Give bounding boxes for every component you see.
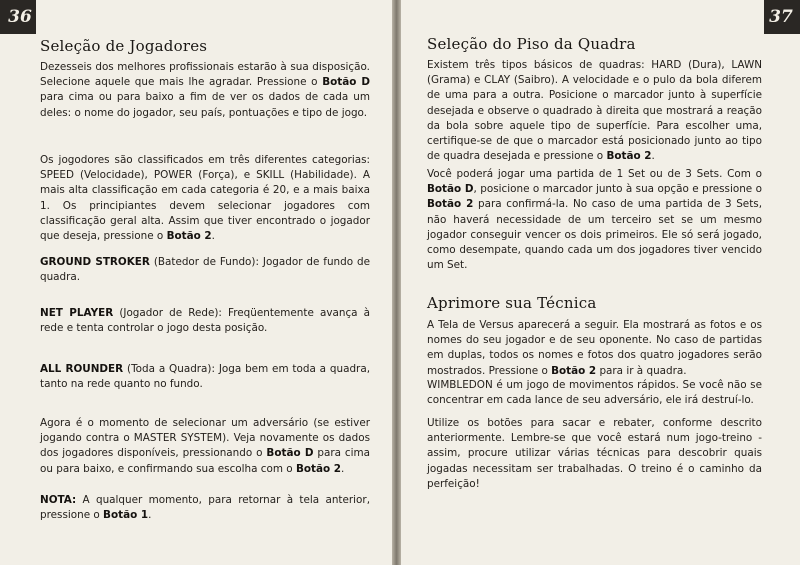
paragraph-opponent-selection: Agora é o momento de selecionar um adversário (se estiver jogando contra o MASTER SYSTEM). Veja novamente os dados dos jogadores disponíveis, pressionando o Botão D para cima ou para baixo, e confirmando sua escolha com o Botão 2. [40,417,371,475]
section-title-technique: Aprimore sua Técnica [427,294,597,312]
paragraph-ground-stroker: GROUND STROKER (Batedor de Fundo): Jogador de fundo de quadra. [40,256,370,284]
paragraph-sets: Você poderá jogar uma partida de 1 Set ou de 3 Sets. Com o Botão D, posicione o marcador junto à sua opção e pressione o Botão 2 para confirmá-la. No caso de uma partida de 3 Sets, não haverá necessidade de um terceiro set se um mesmo jogador conseguir vencer os dois primeiros. Ele só será jogado, como desempate, quando cada um dos jogadores tiver vencido um Set. [427,168,762,272]
paragraph-note: NOTA: A qualquer momento, para retornar à tela anterior, pressione o Botão 1. [40,494,370,522]
paragraph-versus-screen: A Tela de Versus aparecerá a seguir. Ela mostrará as fotos e os nomes do seu jogador e de seu oponente. No caso de partidas em duplas, todos os nomes e fotos dos quatro jogadores serão mostrados. Pressione o Botão 2 para ir à quadra. [427,319,762,377]
paragraph-court-surface: Existem três tipos básicos de quadras: HARD (Dura), LAWN (Grama) e CLAY (Saibro). A velocidade e o pulo da bola diferem de uma para a outra. Posicione o marcador junto à superfície desejada e observe o quadrado à direita que mostrará a reação da bola sobre aquele tipo de superfície. Para escolher uma, certifique-se de que o marcador está posicionado junto ao tipo de quadra desejada e pressione o Botão 2. [427,59,762,163]
right-page [401,0,800,565]
paragraph-all-rounder: ALL ROUNDER (Toda a Quadra): Joga bem em toda a quadra, tanto na rede quanto no fundo. [40,363,371,391]
paragraph-net-player: NET PLAYER (Jogador de Rede): Freqüentemente avança à rede e tenta controlar o jogo desta posição. [40,307,371,335]
paragraph-wimbledon: WIMBLEDON é um jogo de movimentos rápidos. Se você não se concentrar em cada lance de seu adversário, ele irá destruí-lo. [427,379,762,407]
left-page [0,0,392,565]
page-number-tab: 37 [764,0,800,34]
page-number-tab: 36 [0,0,36,34]
section-title-player-selection: Seleção de Jogadores [40,37,208,55]
paragraph-player-intro: Dezesseis dos melhores profissionais estarão à sua disposição. Selecione aquele que mais lhe agradar. Pressione o Botão D para cima ou para baixo a fim de ver os dados de cada um deles: o nome do jogador, seu país, pontuações e tipo de jogo. [40,61,370,119]
paragraph-player-categories: Os jogodores são classificados em três diferentes categorias: SPEED (Velocidade), POWER (Força), e SKILL (Habilidade). A mais alta classificação em cada categoria é 20, e a mais baixa 1. Os principiantes devem selecionar jogadores com classificação geral alta. Assim que tiver encontrado o jogador que deseja, pressione o Botão 2. [40,154,370,243]
paragraph-practice: Utilize os botões para sacar e rebater, conforme descrito anteriormente. Lembre-se que você estará num jogo-treino - assim, procure utilizar várias técnicas para descobrir quais jogadas necessitam ser trabalhadas. O treino é o caminho da perfeição! [427,417,762,490]
book-gutter [392,0,401,565]
section-title-court-surface: Seleção do Piso da Quadra [427,35,636,53]
